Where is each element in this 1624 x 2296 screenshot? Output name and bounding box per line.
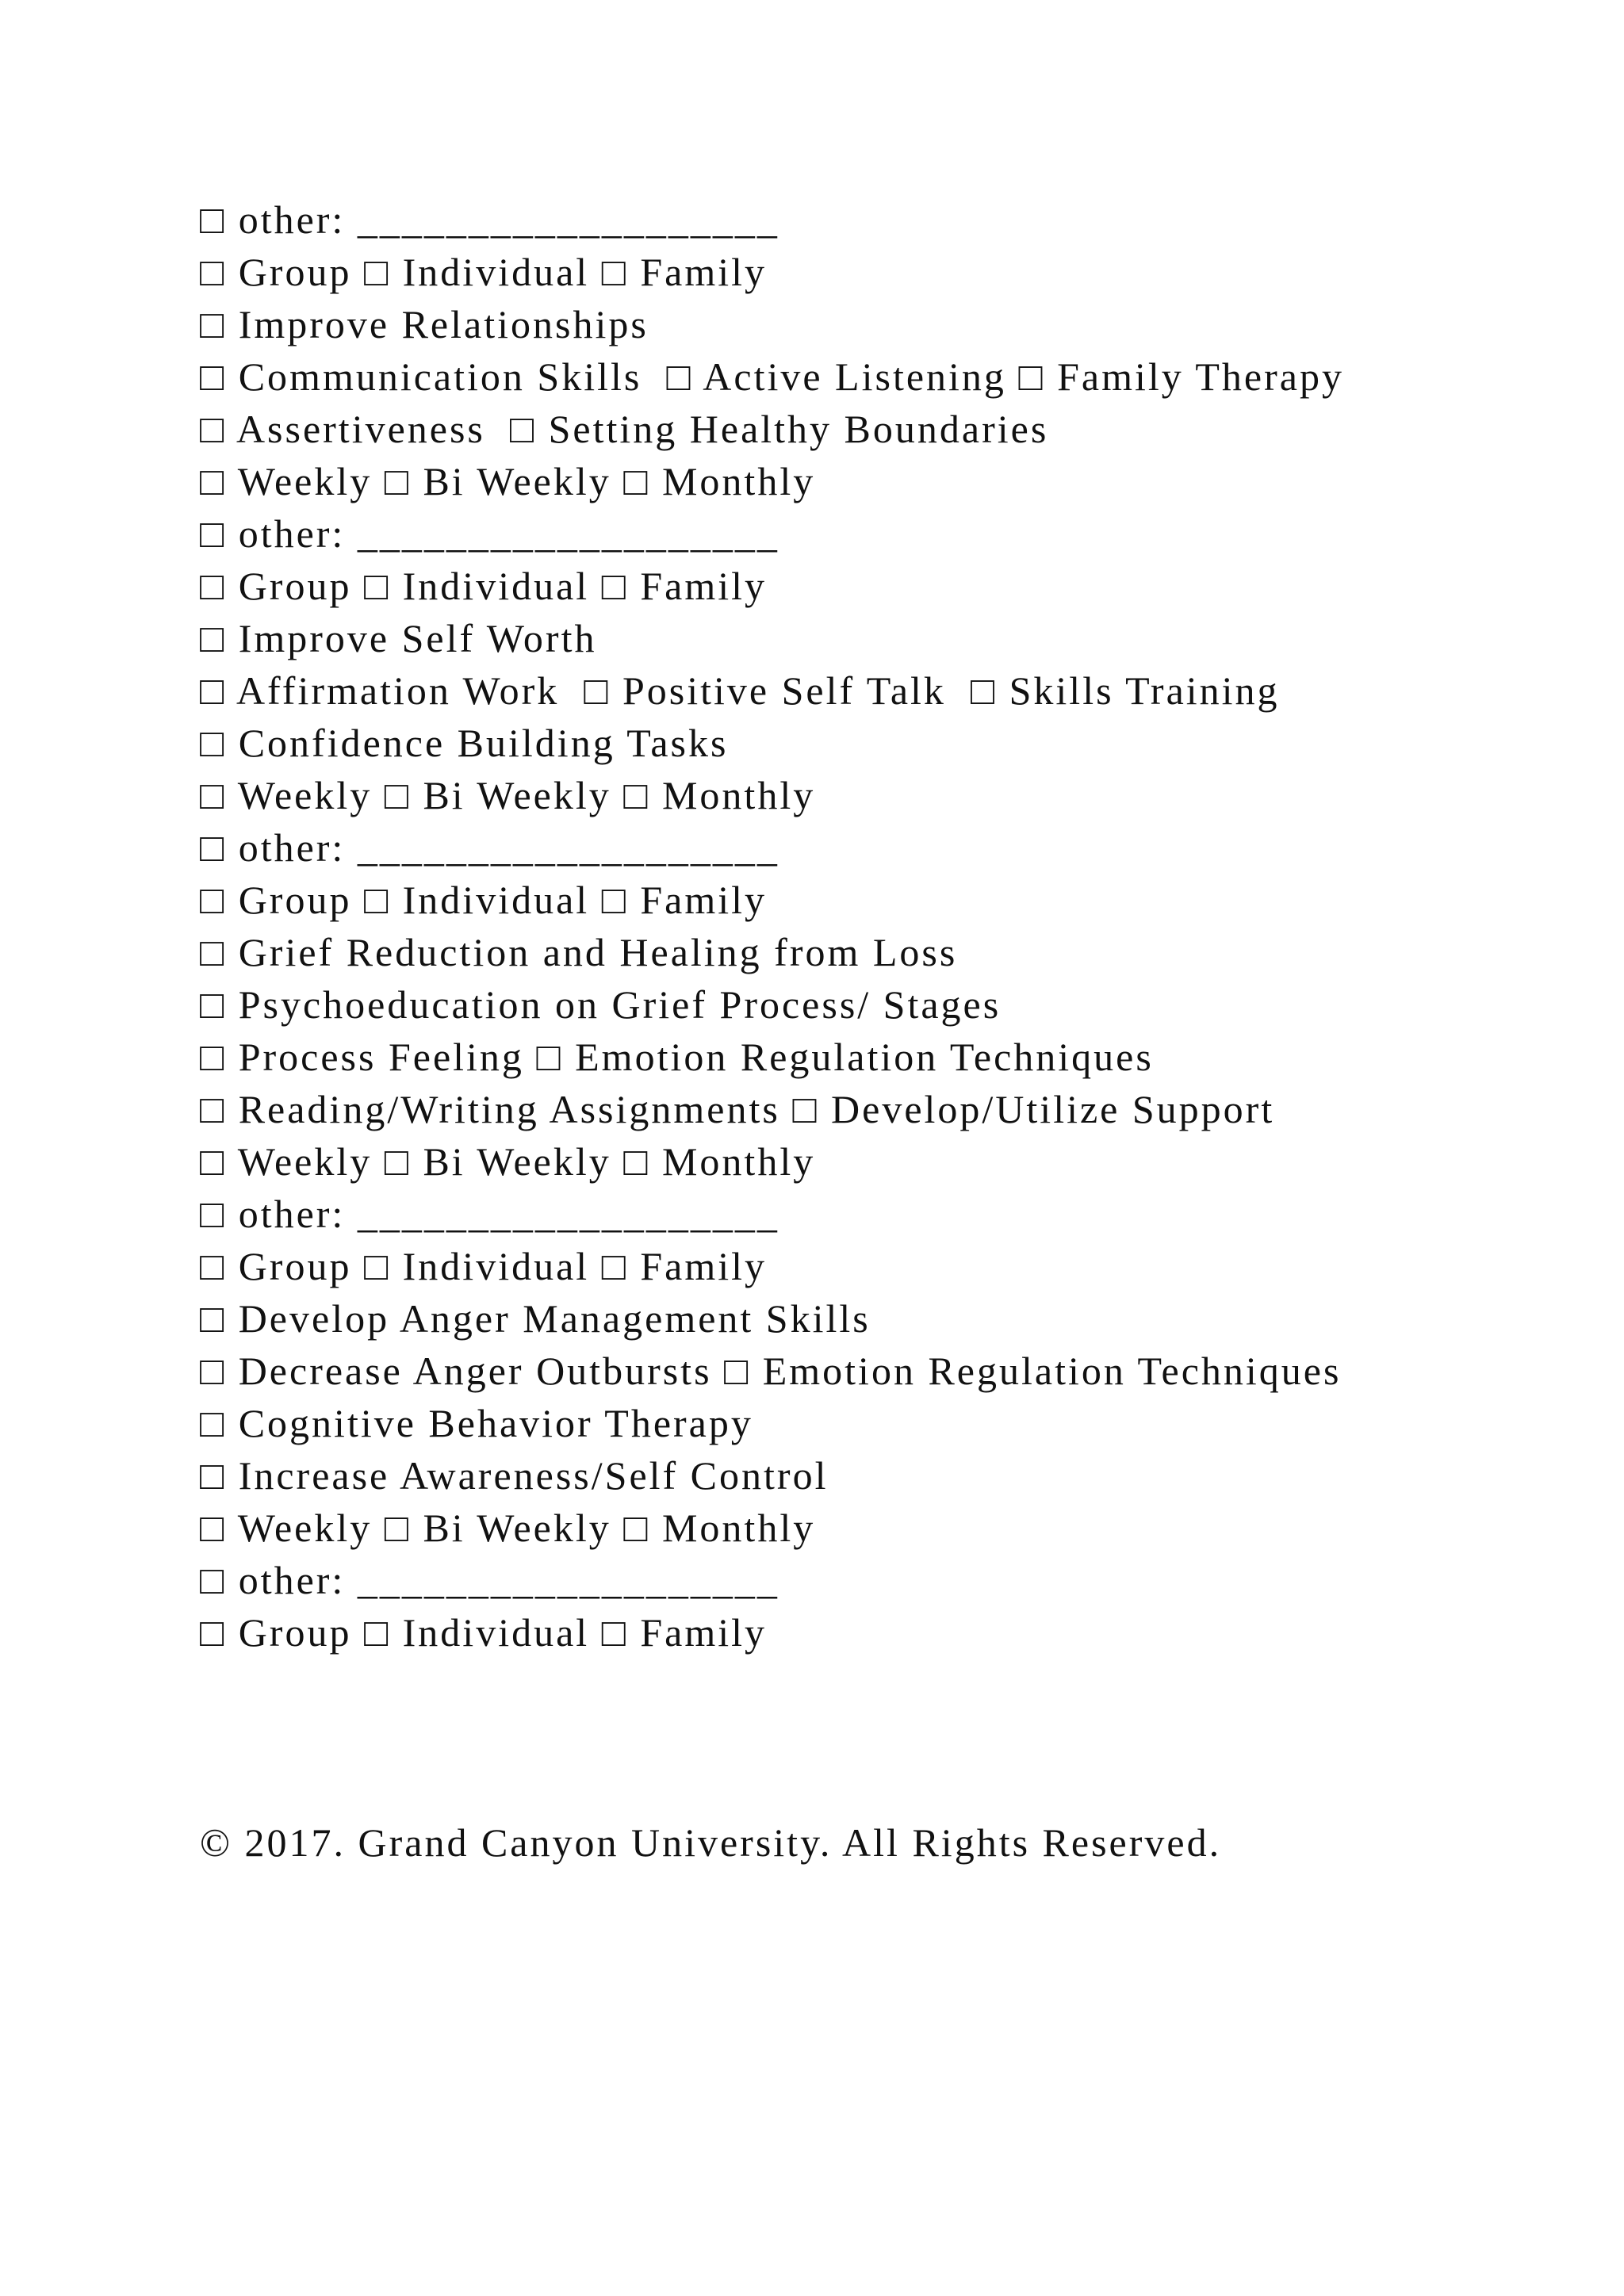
checklist-line: □ Weekly □ Bi Weekly □ Monthly [200,1139,816,1184]
checklist-line: □ Weekly □ Bi Weekly □ Monthly [200,459,816,503]
checklist-line: □ Weekly □ Bi Weekly □ Monthly [200,1506,816,1550]
checklist-line: □ Confidence Building Tasks [200,721,729,765]
checklist-line: □ other: ___________________ [200,825,779,870]
checklist-line: □ Group □ Individual □ Family [200,1610,768,1655]
checklist-line: □ Improve Relationships [200,302,649,346]
checklist-line: □ Group □ Individual □ Family [200,878,768,922]
checklist-line: □ other: ___________________ [200,197,779,242]
checklist-line: □ Group □ Individual □ Family [200,250,768,294]
checklist-line: □ Group □ Individual □ Family [200,1244,768,1288]
checklist-line: □ other: ___________________ [200,1558,779,1602]
checklist-line: □ Weekly □ Bi Weekly □ Monthly [200,773,816,817]
checklist-line: □ Process Feeling □ Emotion Regulation Techniques [200,1035,1154,1079]
checklist-line: □ Improve Self Worth [200,616,597,660]
checklist-line: □ other: ___________________ [200,1192,779,1236]
checklist-line: □ Assertiveness □ Setting Healthy Boundaries [200,407,1049,451]
checklist [200,193,1344,1659]
checklist-line: □ Group □ Individual □ Family [200,564,768,608]
checklist-line: □ other: ___________________ [200,511,779,556]
copyright-footer: © 2017. Grand Canyon University. All Rights Reserved. [200,1820,1222,1865]
checklist-line: □ Affirmation Work □ Positive Self Talk □ Skills Training [200,668,1280,713]
checklist-line: □ Cognitive Behavior Therapy [200,1401,753,1445]
checklist-line: □ Increase Awareness/Self Control [200,1453,829,1498]
checklist-line: □ Grief Reduction and Healing from Loss [200,930,958,974]
checklist-line: □ Reading/Writing Assignments □ Develop/Utilize Support [200,1087,1275,1131]
checklist-line: □ Develop Anger Management Skills [200,1296,871,1341]
checklist-line: □ Psychoeducation on Grief Process/ Stages [200,982,1002,1027]
checklist-line: □ Decrease Anger Outbursts □ Emotion Regulation Techniques [200,1349,1342,1393]
checklist-line: □ Communication Skills □ Active Listening □ Family Therapy [200,354,1344,399]
